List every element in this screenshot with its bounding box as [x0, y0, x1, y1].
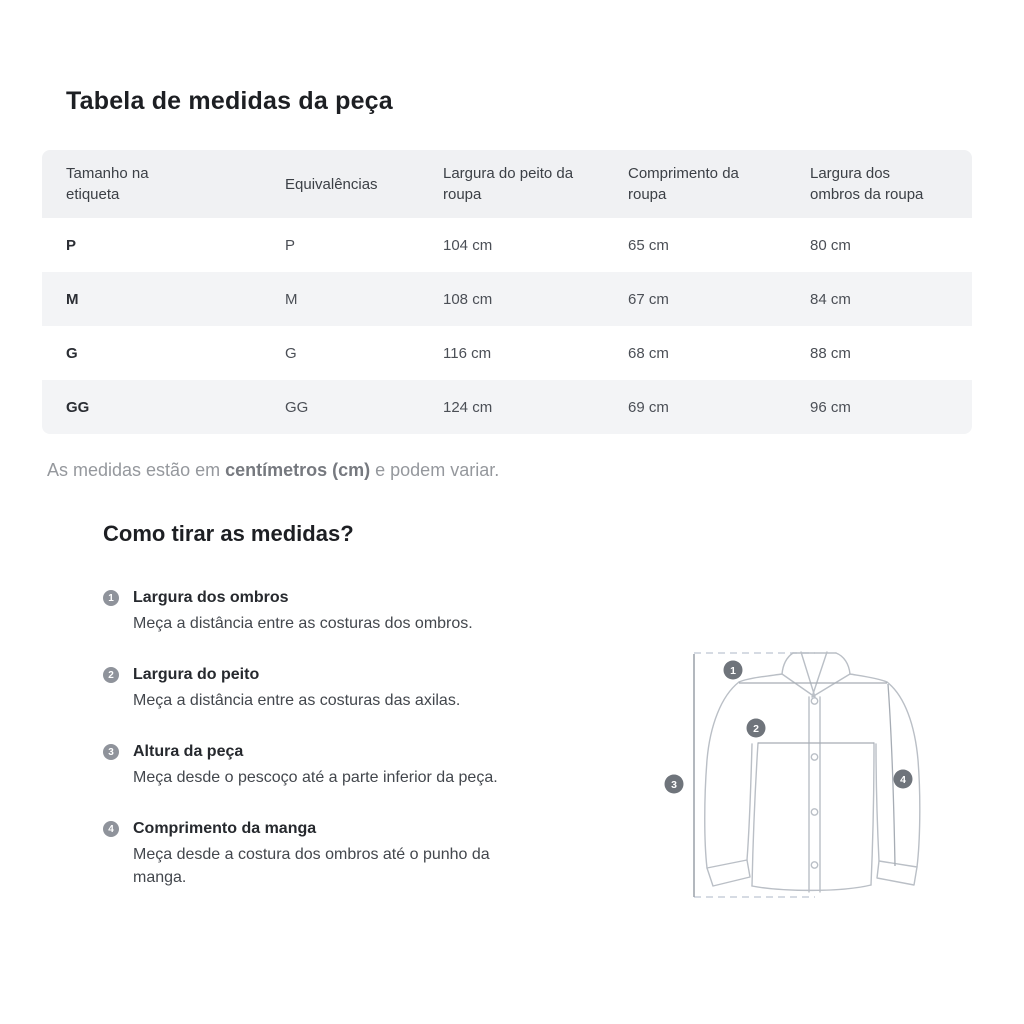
shirt-diagram-svg	[648, 640, 968, 940]
cell-shoulder-width: 80 cm	[810, 236, 851, 254]
shirt-outline	[705, 652, 920, 892]
note-suffix: e podem variar.	[370, 460, 500, 480]
cell-shoulder-width: 88 cm	[810, 344, 851, 362]
cell-shoulder-width: 84 cm	[810, 272, 972, 326]
cell-equivalence: P	[285, 236, 296, 254]
marker-1	[724, 661, 743, 680]
note-bold: centímetros (cm)	[225, 460, 371, 480]
dashed-guide-lines	[694, 653, 815, 897]
table-row-gg	[42, 380, 972, 434]
marker-3	[665, 775, 684, 794]
header-chest-width: Largura do peito da roupa	[443, 150, 628, 218]
cell-length: 65 cm	[628, 236, 669, 254]
step-1-title: Largura dos ombros	[133, 589, 289, 606]
cell-chest-width: 124 cm	[443, 380, 628, 434]
cell-size: GG	[42, 380, 285, 434]
cell-size: G	[66, 344, 78, 362]
cell-length: 69 cm	[628, 380, 810, 434]
measurements-note	[47, 460, 499, 481]
step-2-description: Meça a distância entre as costuras das axilas.	[133, 692, 461, 709]
table-row-p	[42, 218, 972, 272]
page-title: Tabela de medidas da peça	[66, 87, 393, 115]
marker-4	[894, 770, 913, 789]
header-length: Comprimento da roupa	[628, 150, 810, 218]
table-row-m	[42, 272, 972, 326]
cell-chest-width: 108 cm	[443, 272, 628, 326]
step-item-1	[103, 588, 583, 635]
how-to-steps	[103, 588, 583, 919]
step-1-description: Meça a distância entre as costuras dos ombros.	[133, 615, 473, 632]
cell-size: M	[42, 272, 285, 326]
cell-equivalence: M	[285, 272, 443, 326]
measure-lines	[739, 683, 895, 866]
table-row-g	[42, 326, 972, 380]
svg-text:2: 2	[753, 722, 759, 735]
step-3-description: Meça desde o pescoço até a parte inferior da peça.	[133, 769, 498, 786]
how-to-title: Como tirar as medidas?	[103, 521, 354, 546]
header-equivalence: Equivalências	[285, 150, 443, 218]
cell-size: P	[66, 236, 77, 254]
marker-2	[747, 719, 766, 738]
step-2-badge: 2	[103, 667, 119, 683]
note-prefix: As medidas estão em	[47, 460, 226, 480]
cell-length: 68 cm	[628, 344, 669, 362]
step-item-4	[103, 819, 583, 889]
cell-length: 67 cm	[628, 272, 810, 326]
sleeve-measure-line	[888, 684, 895, 866]
step-4-description: Meça desde a costura dos ombros até o punho da manga.	[133, 846, 490, 886]
svg-text:1: 1	[730, 664, 736, 677]
cell-equivalence: GG	[285, 380, 443, 434]
size-table	[42, 150, 972, 434]
step-item-3	[103, 742, 583, 789]
step-4-badge: 4	[103, 821, 119, 837]
shirt-diagram	[648, 640, 968, 940]
header-shoulder-width: Largura dos ombros da roupa	[810, 150, 972, 218]
cell-shoulder-width: 96 cm	[810, 380, 972, 434]
step-4-title: Comprimento da manga	[133, 820, 317, 837]
cell-equivalence: G	[285, 344, 297, 362]
cell-chest-width: 104 cm	[443, 236, 493, 254]
table-header-row	[42, 150, 972, 218]
step-2-title: Largura do peito	[133, 666, 260, 683]
diagram-markers	[665, 661, 913, 794]
svg-text:4: 4	[900, 773, 906, 786]
step-3-badge: 3	[103, 744, 119, 760]
header-size-label: Tamanho na etiqueta	[42, 150, 285, 218]
step-1-badge: 1	[103, 590, 119, 606]
step-3-title: Altura da peça	[133, 743, 244, 760]
svg-text:3: 3	[671, 778, 677, 791]
step-item-2	[103, 665, 583, 712]
cell-chest-width: 116 cm	[443, 344, 492, 362]
